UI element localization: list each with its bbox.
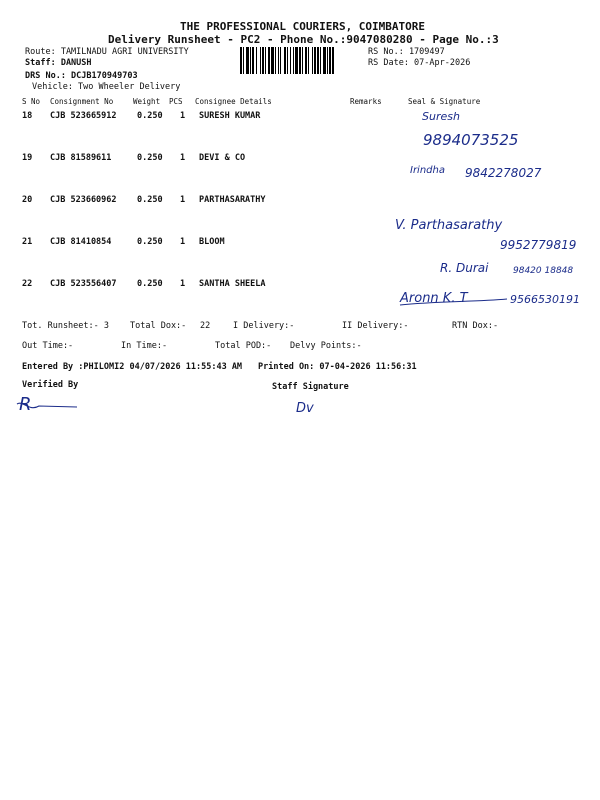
row-21-consignment: CJB 81410854: [50, 237, 112, 247]
row-20-consignment: CJB 523660962: [50, 195, 117, 205]
col-seal-signature: Seal & Signature: [408, 97, 481, 106]
delvy-points: Delvy Points:-: [290, 341, 362, 351]
entered-by: Entered By :PHILOMI2 04/07/2026 11:55:43 AM: [22, 362, 243, 372]
row-19-consignment: CJB 81589611: [50, 153, 112, 163]
row-21-sno: 21: [22, 237, 33, 247]
vehicle: Vehicle: Two Wheeler Delivery: [32, 82, 181, 92]
staff-signature: [292, 396, 332, 420]
staff: Staff: DANUSH: [25, 58, 92, 68]
rs-date: RS Date: 07-Apr-2026: [368, 58, 471, 68]
total-dox: Total Dox:-: [130, 321, 187, 331]
sig-19-name: Irindha: [410, 165, 445, 176]
row-19-sno: 19: [22, 153, 33, 163]
row-18-sno: 18: [22, 111, 33, 121]
row-20-sno: 20: [22, 195, 33, 205]
printed-on: Printed On: 07-04-2026 11:56:31: [258, 362, 417, 372]
row-22-weight: 0.250: [137, 279, 163, 289]
sig-19-phone: 9842278027: [465, 166, 542, 180]
rtn-dox: RTN Dox:-: [452, 321, 499, 331]
row-22-pcs: 1: [180, 279, 186, 289]
row-18-pcs: 1: [180, 111, 186, 121]
sig-21-phone: 98420 18848: [513, 266, 574, 276]
row-22-consignee: SANTHA SHEELA: [199, 279, 266, 289]
ii-delivery: II Delivery:-: [342, 321, 409, 331]
col-consignment: Consignment No: [50, 97, 114, 106]
row-21-pcs: 1: [180, 237, 186, 247]
staff-signature-label: Staff Signature: [272, 382, 349, 392]
row-20-consignee: PARTHASARATHY: [199, 195, 266, 205]
row-22-consignment: CJB 523556407: [50, 279, 117, 289]
sig-18-phone: 9894073525: [423, 131, 519, 149]
in-time: In Time:-: [121, 341, 168, 351]
runsheet-title: Delivery Runsheet - PC2 - Phone No.:9047080280 - Page No.:3: [108, 33, 499, 46]
col-consignee: Consignee Details: [195, 97, 272, 106]
col-pcs: PCS: [169, 97, 183, 106]
row-20-pcs: 1: [180, 195, 186, 205]
col-remarks: Remarks: [350, 97, 382, 106]
col-weight: Weight: [133, 97, 161, 106]
route: Route: TAMILNADU AGRI UNIVERSITY: [25, 47, 189, 57]
verified-initials: R: [19, 394, 32, 415]
row-19-pcs: 1: [180, 153, 186, 163]
row-21-consignee: BLOOM: [199, 237, 225, 247]
row-19-consignee: DEVI & CO: [199, 153, 246, 163]
row-22-sno: 22: [22, 279, 33, 289]
row-19-weight: 0.250: [137, 153, 163, 163]
row-18-weight: 0.250: [137, 111, 163, 121]
staff-initials: Dv: [296, 401, 314, 416]
sig-22-phone: 9566530191: [510, 293, 580, 306]
total-dox-value: 22: [200, 321, 211, 331]
row-18-consignment: CJB 523665912: [50, 111, 117, 121]
total-pod: Total POD:-: [215, 341, 272, 351]
out-time: Out Time:-: [22, 341, 74, 351]
sig-18-name: Suresh: [422, 110, 460, 123]
col-sno: S No: [22, 97, 41, 106]
handwritten-signatures: [395, 105, 595, 310]
verified-by-signature: [15, 390, 80, 420]
sig-20-phone: 9952779819: [500, 238, 577, 252]
tot-runsheet: Tot. Runsheet:- 3: [22, 321, 109, 331]
verified-by-label: Verified By: [22, 380, 79, 390]
i-delivery: I Delivery:-: [233, 321, 295, 331]
row-20-weight: 0.250: [137, 195, 163, 205]
rs-number: RS No.: 1709497: [368, 47, 445, 57]
sig-20-name: V. Parthasarathy: [395, 218, 503, 233]
barcode: [240, 47, 365, 74]
sig-21-name: R. Durai: [440, 261, 489, 275]
row-21-weight: 0.250: [137, 237, 163, 247]
company-name: THE PROFESSIONAL COURIERS, COIMBATORE: [180, 20, 426, 33]
row-18-consignee: SURESH KUMAR: [199, 111, 261, 121]
sig-22-name: Aronn K. T: [400, 291, 468, 306]
drs-number: DRS No.: DCJB170949703: [25, 71, 138, 81]
